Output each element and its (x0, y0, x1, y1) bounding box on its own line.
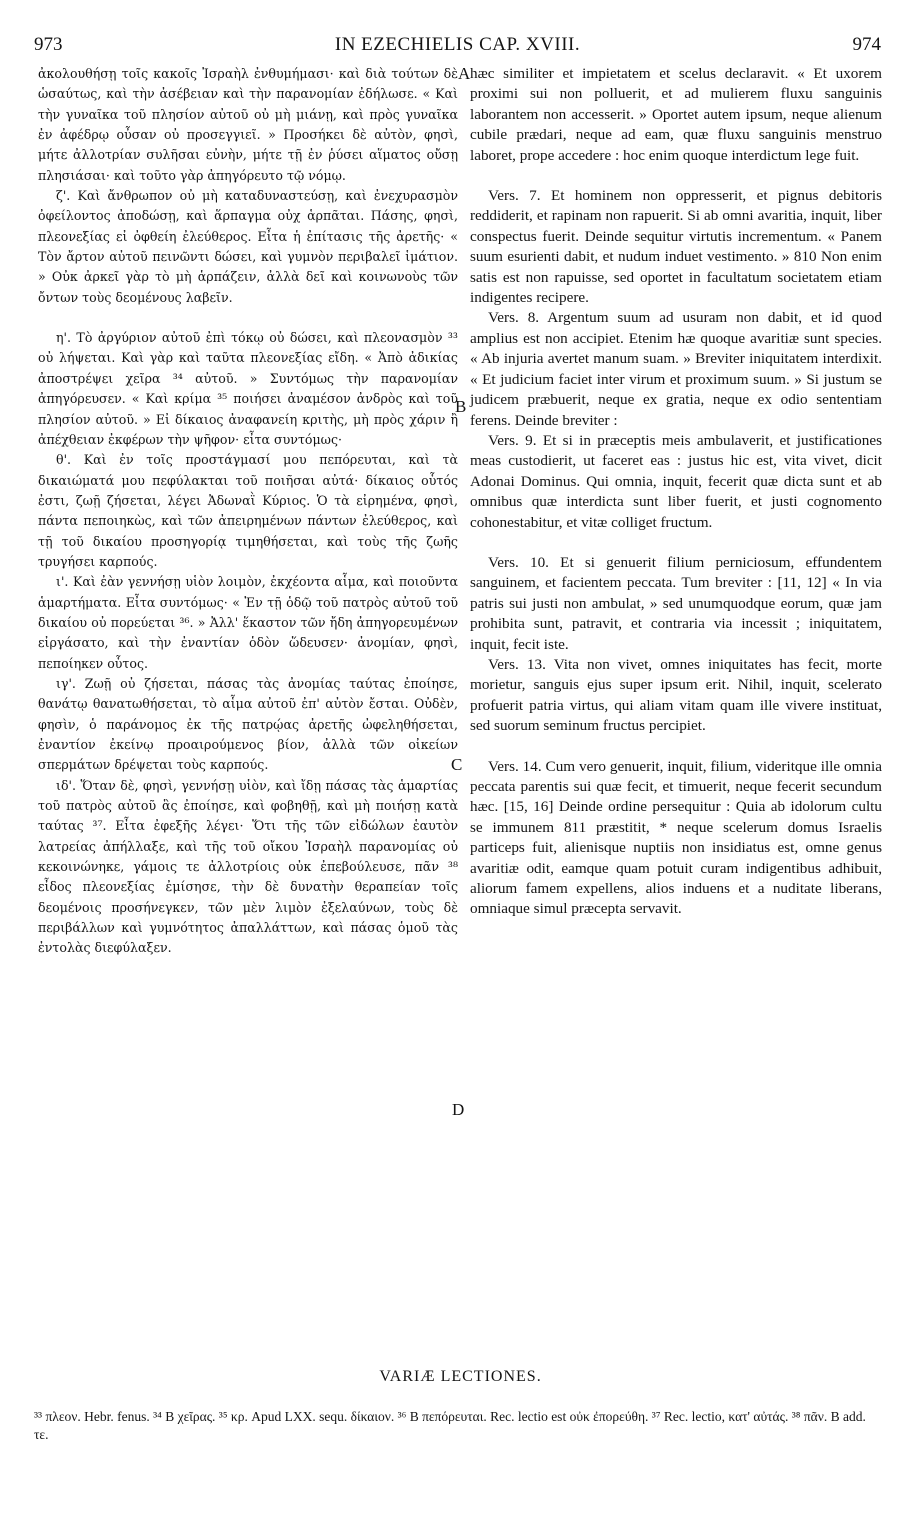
greek-paragraph: θ'. Καὶ ἐν τοῖς προστάγμασί μου πεπόρευται, καὶ τὰ δικαιώματά μου πεφύλακται τοῦ ποιῆσαι αὐτά· δίκαιος οὗτός ἐστι, ζωῇ ζήσεται, λέγει Ἀδωναῒ Κύριος. Ὁ τὰ εἰρημένα, φησὶ, πάντα πεποιηκὼς, καὶ τῶν ἀπειρημένων πάντων ἐλεύθερος, καὶ τῇ τοῦ δικαίου προσηγορίᾳ τιμηθήσεται, καὶ τοὺς τῆς ζωῆς τρυγήσει καρπούς. (38, 452, 458, 569)
variae-lectiones-notes: ³³ πλεον. Hebr. fenus. ³⁴ B χεῖρας. ³⁵ κρ. Apud LXX. sequ. δίκαιον. ³⁶ B πεπόρευται. Rec. lectio est οὐκ ἐπορεύθη. ³⁷ Rec. lectio, κατ' αὐτάς. ³⁸ πᾶν. B add. τε. (34, 1409, 866, 1442)
latin-paragraph: Vers. 7. Et hominem non oppresserit, et pignus debitoris reddiderit, et rapinam non rapuerit. Si ab omni avaritia, inquit, liber conspectus fuerit. Deinde sequitur virtutis incrementum. « Panem suum esurienti dabit, et nudum induet vestimento. » 810 Non enim satis est non rapuisse, sed oportet in facultatum societatem etiam indigentes recipere. (470, 187, 882, 307)
latin-column (470, 64, 882, 920)
greek-paragraph: ιδ'. Ὅταν δὲ, φησὶ, γεννήσῃ υἱὸν, καὶ ἴδῃ πάσας τὰς ἁμαρτίας τοῦ πατρὸς αὐτοῦ ἃς ἐποίησε, καὶ φοβηθῇ, καὶ μὴ ποιήσῃ κατὰ ταύτας ³⁷. Εἶτα ἐφεξῆς λέγει· Ὅτι τῆς τῶν εἰδώλων ἑαυτὸν λατρείας ἀπήλλαξε, καὶ τῆς τοῦ οἴκου Ἰσραὴλ παρανομίας οὐ κεκοινώνηκε, γάμοις τε ἀλλοτρίοις οὐκ ἐπεβούλευσε, πᾶν ³⁸ εἶδος πλεονεξίας ἐμίσησε, τὴν δὲ δυνατὴν θεραπείαν τοῖς δεομένοις προσήνεγκεν, τῶν μὲν λιμὸν ἐξελαύνων, τοὺς δὲ περιβάλλων καὶ γυμνότητος ἀπαλλάττων, καὶ πάσας ὁμοῦ τὰς ἐντολὰς διεφύλαξεν. (38, 777, 458, 956)
latin-paragraph: hæc similiter et impietatem et scelus declaravit. « Et uxorem proximi sui non polluerit, et ad mulierem fluxu sanguinis laborantem non accesserit. » Oportet autem ipsum, neque alienum cubile prædari, neque ad eam, quæ fluxu sanguinis menstruo laboret, prope accedere : hoc enim quoque interdictum lege fuit. (470, 65, 882, 164)
latin-paragraph: Vers. 8. Argentum suum ad usuram non dabit, et id quod amplius est non accipiet. Etenim hæ quoque avaritiæ sunt species. « Ab injuria avertet manum suam. » Breviter iniquitatem interdixit. « Et judicium faciet inter virum et proximum suum. » Si justum se judicem præbuerit, neque ex gratia, neque ex odio sententiam ferens. Deinde breviter : (470, 309, 882, 429)
page-number-left: 973 (34, 34, 63, 55)
margin-siglum-a: A (458, 64, 471, 83)
page-number-right: 974 (852, 34, 881, 55)
greek-paragraph: η'. Τὸ ἀργύριον αὐτοῦ ἐπὶ τόκῳ οὐ δώσει, καὶ πλεονασμὸν ³³ οὐ λήψεται. Καὶ γὰρ καὶ ταῦτα πλεονεξίας εἴδη. « Ἀπὸ ἀδικίας ἀποστρέψει χεῖρα ³⁴ αὐτοῦ. » Συντόμως τὴν παρανομίαν ἀπηγόρευσεν. « Καὶ κρίμα ³⁵ ποιήσει ἀναμέσον ἀνδρὸς καὶ τοῦ πλησίον αὐτοῦ. » Εἰ δίκαιος ἀναφανείη κριτὴς, μὴ πρὸς χάριν ἢ ἀπέχθειαν ἐκφέρων τὴν ψῆφον· εἶτα συντόμως· (38, 330, 458, 447)
greek-paragraph: ιγ'. Ζωῇ οὐ ζήσεται, πάσας τὰς ἀνομίας ταύτας ἐποίησε, θανάτῳ θανατωθήσεται, τὸ αἷμα αὐτοῦ ἐπ' αὐτὸν ἔσται. Οὐδὲν, φησὶν, ὁ παράνομος ἐκ τῆς πατρῴας ἀρετῆς ὠφεληθήσεται, ἐναντίον ἐκείνῳ προαιρούμενος βίον, ἀλλὰ τῶν οἰκείων σπερμάτων δρέψεται τοὺς καρπούς. (38, 675, 458, 773)
running-title: IN EZECHIELIS CAP. XVIII. (334, 34, 581, 55)
greek-paragraph: ζ'. Καὶ ἄνθρωπον οὐ μὴ καταδυναστεύσῃ, καὶ ἐνεχυρασμὸν ὀφείλοντος ἀποδώσῃ, καὶ ἅρπαγμα οὐχ ἁρπᾶται. Πάσης, φησὶ, πλεονεξίας εἰ ὀφθείη ἐλεύθερος. Εἶτα ἡ ἐπίτασις τῆς ἀρετῆς· « Τὸν ἄρτον αὐτοῦ πεινῶντι δώσει, καὶ γυμνὸν περιβαλεῖ ἱμάτιον. » Οὐκ ἀρκεῖ γὰρ τὸ μὴ ἁρπάζειν, ἀλλὰ δεῖ καὶ κοινωνοὺς τῶν ὄντων τοὺς δεομένους λαβεῖν. (38, 188, 458, 305)
greek-column (38, 64, 458, 959)
greek-paragraph: ἀκολουθήσῃ τοῖς κακοῖς Ἰσραὴλ ἐνθυμήμασι· καὶ διὰ τούτων δὲ ὡσαύτως, καὶ τὴν ἀσέβειαν καὶ τὴν παρανομίαν ἐδήλωσε. « Καὶ τὴν γυναῖκα τοῦ πλησίον αὐτοῦ οὐ μὴ μιάνῃ, καὶ πρὸς γυναῖκα ἐν ἀφέδρῳ οὖσαν οὐ προσεγγιεῖ. » Προσήκει δὲ αὐτὸν, φησὶ, μήτε ἀλλοτρίαν συλῆσαι εὐνὴν, μήτε τῇ ἐν ῥύσει αἵματος οὔσῃ πλησιάσαι· καὶ τοῦτο γὰρ ἀπηγόρευτο τῷ νόμῳ. (38, 66, 458, 183)
page-header (34, 34, 881, 58)
greek-paragraph: ι'. Καὶ ἐὰν γεννήσῃ υἱὸν λοιμὸν, ἐκχέοντα αἷμα, καὶ ποιοῦντα ἁμαρτήματα. Εἶτα συντόμως· « Ἐν τῇ ὁδῷ τοῦ πατρὸς αὐτοῦ τοῦ δικαίου οὐ πορεύεται ³⁶. » Ἀλλ' ἕκαστον τῶν ἤδη ἀπηγορευμένων εἰργάσατο, καὶ τὴν ἐναντίαν ὁδὸν ὥδευσεν· ἀνομίαν, φησὶ, πεποίηκεν οὗτος. (38, 574, 458, 671)
margin-siglum-b: B (455, 397, 467, 416)
latin-paragraph: Vers. 10. Et si genuerit filium perniciosum, effundentem sanguinem, et facientem peccata. Tum breviter : [11, 12] « In via patris sui justi non ambulat, » sed unumquodque eorum, quæ jam prohibita sunt, patravit, et contraria via incessit ; iniquitatem, inquit, fecit iste. (470, 553, 882, 653)
margin-siglum-d: D (452, 1100, 465, 1119)
latin-paragraph: Vers. 14. Cum vero genuerit, inquit, filium, videritque ille omnia peccata parentis sui quæ fecit, et timuerit, neque fecerit secundum hæc. [15, 16] Deinde ordine persequitur : Quia ab idolorum cultu se immunem 811 præstitit, * neque scelerum domus Israelis particeps fuit, alienisque nuptiis non insidiatus est, omne genus avaritiæ odit, eamque quam potuit curam indigentibus adhibuit, aliorum famem expellens, alios induens et a nuditate liberans, omniaque simul præcepta servavit. (470, 757, 882, 918)
margin-siglum-c: C (451, 755, 463, 774)
variae-lectiones-heading: VARIÆ LECTIONES. (379, 1368, 542, 1385)
latin-paragraph: Vers. 13. Vita non vivet, omnes iniquitates has fecit, morte morietur, sanguis ejus super ipsum erit. Nihil, inquit, scelerato profuerit patria virtus, qui aliam vitam quam ille vivere instituat, sed suorum seminum fructus percipiet. (470, 655, 882, 735)
latin-paragraph: Vers. 9. Et si in præceptis meis ambulaverit, et justificationes meas custodierit, ut faceret eas : justus hic est, vita vivet, dicit Adonai Dominus. Qui omnia, inquit, fecerit quæ dicta sunt et ab omnibus quæ interdicta sunt liber fuerit, et justi cognomento cohonestabitur, et vitæ colliget fructum. (470, 431, 882, 531)
